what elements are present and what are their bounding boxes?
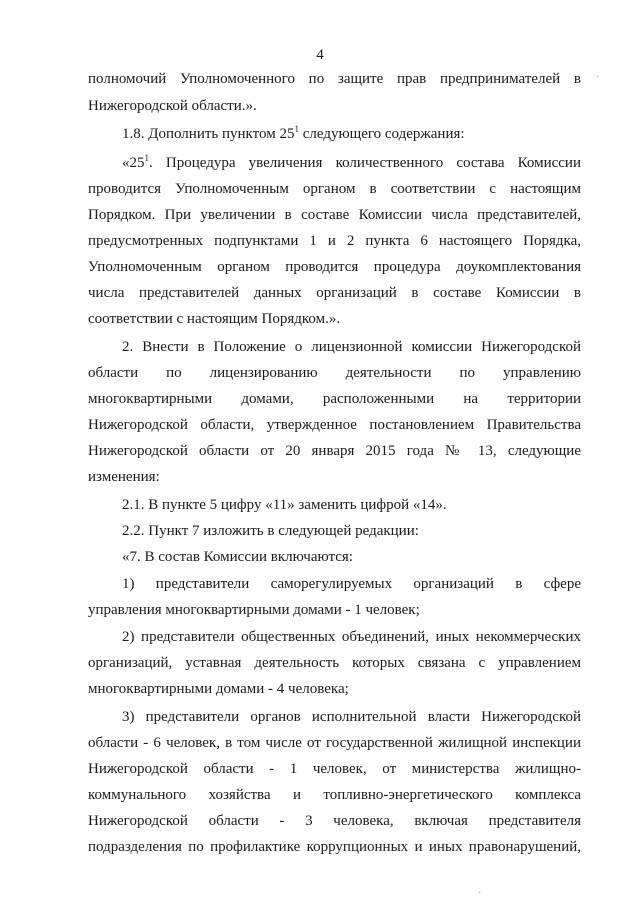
text-line: управления многоквартирными домами - 1 человек; [88, 602, 420, 618]
text-line: 2.2. Пункт 7 изложить в следующей редакции: [122, 523, 419, 539]
text-segment: следующего содержания: [298, 126, 465, 142]
text-line: соответствии с настоящим Порядком.». [88, 311, 341, 327]
text-line: Нижегородской области от 20 января 2015 года № 13, следующие [88, 443, 581, 459]
text-line: Порядком. При увеличении в составе Комиссии числа представителей, [88, 207, 581, 223]
text-line: 2. Внести в Положение о лицензионной комиссии Нижегородской [122, 339, 581, 355]
text-line [122, 154, 581, 172]
text-line: Уполномоченным органом проводится процедура доукомплектования [88, 259, 581, 275]
text-line: организаций, уставная деятельность которых связана с управлением [88, 655, 581, 671]
scan-artifact: · [596, 72, 600, 83]
text-line: коммунального хозяйства и топливно-энергетического комплекса [88, 787, 581, 803]
text-segment: 1.8. Дополнить пунктом 25 [122, 126, 295, 142]
text-segment: . Процедура увеличения количественного состава Комиссии [149, 155, 581, 171]
page-number: 4 [316, 47, 324, 63]
superscript: 1 [144, 153, 149, 163]
text-line: подразделения по профилактике коррупционных и иных правонарушений, [88, 839, 581, 855]
scan-artifact: · [478, 888, 482, 899]
text-segment: «25 [122, 155, 145, 171]
text-line: области - 6 человек, в том числе от государственной жилищной инспекции [88, 735, 581, 751]
text-line: области по лицензированию деятельности по управлению [88, 365, 581, 381]
text-line: числа представителей данных организаций в составе Комиссии в [88, 285, 581, 301]
text-line: полномочий Уполномоченного по защите прав предпринимателей в [88, 71, 581, 87]
text-line: 1) представители саморегулируемых организаций в сфере [122, 576, 581, 592]
text-line: многоквартирными домами, расположенными на территории [88, 391, 581, 407]
text-line: Нижегородской области.». [88, 98, 257, 114]
text-line: изменения: [88, 469, 160, 485]
superscript: 1 [294, 124, 299, 134]
text-line: предусмотренных подпунктами 1 и 2 пункта 6 настоящего Порядка, [88, 233, 581, 249]
text-line: многоквартирными домами - 4 человека; [88, 681, 349, 697]
text-line: проводится Уполномоченным органом в соответствии с настоящим [88, 181, 581, 197]
text-line: Нижегородской области - 3 человека, включая представителя [88, 813, 581, 829]
text-line: Нижегородской области - 1 человек, от министерства жилищно- [88, 761, 581, 777]
text-line: «7. В состав Комиссии включаются: [122, 549, 353, 565]
text-line: 3) представители органов исполнительной власти Нижегородской [122, 709, 581, 725]
text-line: 2) представители общественных объединений, иных некоммерческих [122, 629, 581, 645]
text-line: 2.1. В пункте 5 цифру «11» заменить цифрой «14». [122, 497, 447, 513]
text-line: Нижегородской области, утвержденное постановлением Правительства [88, 417, 581, 433]
text-line [122, 125, 581, 143]
